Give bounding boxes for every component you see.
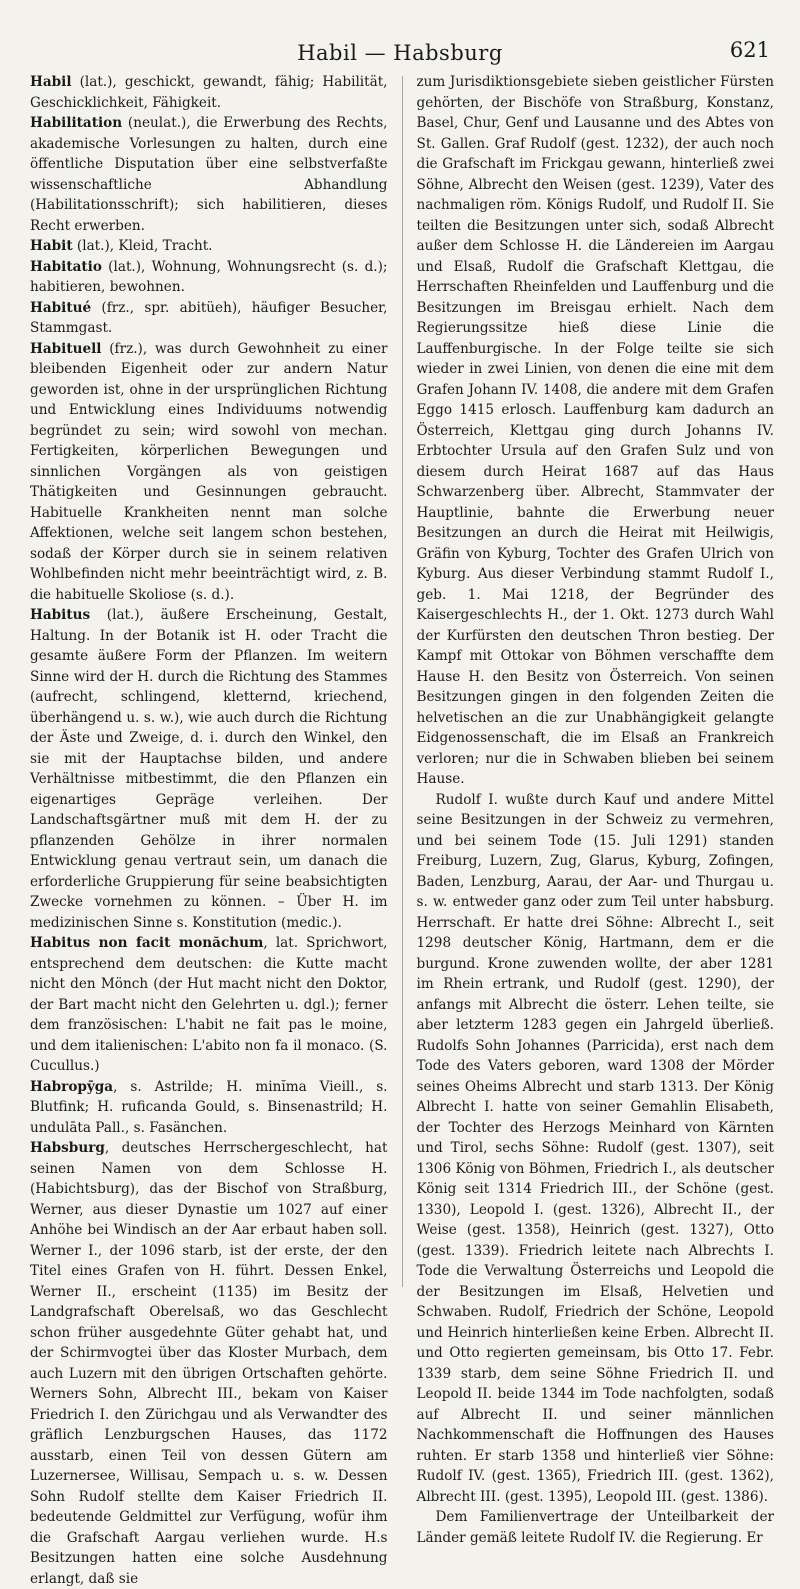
entry-headword: Habitué bbox=[30, 299, 92, 316]
entry-headword: Habropȳga bbox=[30, 1078, 114, 1095]
dictionary-entry bbox=[417, 1507, 775, 1548]
entry-headword: Habilitation bbox=[30, 115, 123, 131]
entry-headword: Habil bbox=[30, 74, 72, 90]
entry-text: (frz., spr. abitüeh), häufiger Besucher, Stammgast. bbox=[30, 299, 388, 336]
entry-text: (lat.), geschickt, gewandt, fähig; Habilität, Geschicklichkeit, Fähigkeit. bbox=[30, 74, 388, 111]
entry-text: (neulat.), die Erwerbung des Rechts, akademische Vorlesungen zu halten, durch eine öffentliche Disputation über eine selbstverfaßte wissenschaftliche Abhandlung (Habilitationsschrift); sich habilitieren, dieses Recht erwerben. bbox=[30, 115, 388, 234]
dictionary-entry bbox=[30, 339, 388, 606]
entry-text: (lat.), Wohnung, Wohnungsrecht (s. d.); habitieren, bewohnen. bbox=[30, 258, 388, 295]
dictionary-entry bbox=[30, 298, 388, 339]
text-columns bbox=[30, 72, 774, 1587]
entry-headword: Habsburg bbox=[30, 1140, 105, 1156]
running-title: Habil — Habsburg bbox=[297, 41, 503, 65]
dictionary-entry bbox=[30, 72, 388, 113]
entry-text: (lat.), Kleid, Tracht. bbox=[72, 238, 213, 254]
dictionary-entry bbox=[30, 1138, 388, 1589]
entry-text: (lat.), äußere Erscheinung, Gestalt, Haltung. In der Botanik ist H. oder Tracht die gesamte äußere Form der Pflanzen. Im weitern Sinne wird der H. durch die Richtung des Stammes (aufrecht, schlingend, kletternd, kriechend, überhängend u. s. w.), wie auch durch die Richtung der Äste und Zweige, d. i. durch den Winkel, den sie mit der Hauptachse bilden, und andere Verhältnisse mitbestimmt, die den Pflanzen ein eigenartiges Gepräge verleihen. Der Landschaftsgärtner muß mit dem H. der zu pflanzenden Gehölze in ihrer normalen Entwicklung genau vertraut sein, um danach die erforderliche Gruppierung für seine beabsichtigten Zwecke vornehmen zu können. – Über H. im medizinischen Sinne s. Konstitution (medic.). bbox=[30, 607, 388, 931]
left-column bbox=[30, 72, 388, 1587]
entry-headword: Habitus bbox=[30, 607, 91, 623]
entry-text: , lat. Sprichwort, entsprechend dem deutschen: die Kutte macht nicht den Mönch (der Hut macht nicht den Doktor, der Bart macht nicht den Gelehrten u. dgl.); ferner dem französischen: L'habit ne fait pas le moine, und dem italienischen: L'abito non fa il monaco. (S. Cucullus.) bbox=[30, 935, 388, 1074]
entry-headword: Habituell bbox=[30, 340, 102, 357]
entry-text: (frz.), was durch Gewohnheit zu einer bleibenden Eigenheit oder zur andern Natur geworden ist, ohne in der ursprünglichen Richtung und Entwicklung eines Individuums notwendig begründet zu sein; wird sowohl von mechan. Fertigkeiten, körperlichen Bewegungen und sinnlichen Vorgängen als von geistigen Thätigkeiten und Gesinnungen gebraucht. Habituelle Krankheiten nennt man solche Affektionen, welche seit langem schon bestehen, sodaß der Körper durch sie in seinem relativen Wohlbefinden nicht mehr beeinträchtigt wird, z. B. die habituelle Skoliose (s. d.). bbox=[30, 340, 388, 603]
dictionary-entry bbox=[417, 790, 775, 1508]
entry-text: zum Jurisdiktionsgebiete sieben geistlicher Fürsten gehörten, der Bischöfe von Straßburg, Konstanz, Basel, Chur, Genf und Lausanne und des Abtes von St. Gallen. Graf Rudolf (gest. 1232), der auch noch die Grafschaft im Frickgau gewann, hinterließ zwei Söhne, Albrecht den Weisen (gest. 1239), Vater des nachmaligen röm. Königs Rudolf, und Rudolf II. Sie teilten die Besitzungen unter sich, sodaß Albrecht außer dem Schlosse H. die Ländereien im Aargau und Elsaß, Rudolf die Grafschaft Klettgau, die Herrschaften Rheinfelden und Lauffenburg und die Besitzungen im Breisgau erhielt. Nach dem Regierungssitze hieß diese Linie die Lauffenburgische. In der Folge teilte sie sich wieder in zwei Linien, von denen die eine mit dem Grafen Johann IV. 1408, die andere mit dem Grafen Eggo 1415 erlosch. Lauffenburg kam dadurch an Österreich, Klettgau ging durch Johanns IV. Erbtochter Ursula auf den Grafen Sulz und von diesem durch Heirat 1687 auf das Haus Schwarzenberg über. Albrecht, Stammvater der Hauptlinie, bahnte die Erwerbung neuer Besitzungen an durch die Heirat mit Heilwigis, Gräfin von Kyburg, Tochter des Grafen Ulrich von Kyburg. Aus dieser Verbindung stammt Rudolf I., geb. 1. Mai 1218, der Begründer des Kaisergeschlechts H., der 1. Okt. 1273 durch Wahl der Kurfürsten den deutschen Thron bestieg. Der Kampf mit Ottokar von Böhmen verschaffte dem Hause H. den Besitz von Österreich. Von seinen Besitzungen gingen in den folgenden Zeiten die helvetischen an die zur Unabhängigkeit gelangte Eidgenossenschaft, die im Elsaß an Frankreich verloren; nur die in Schwaben blieben bei seinem Hause. bbox=[416, 74, 774, 787]
entry-text: , deutsches Herrschergeschlecht, hat seinen Namen von dem Schlosse H. (Habichtsburg), das der Bischof von Straßburg, Werner, aus dieser Dynastie um 1027 auf einer Anhöhe bei Windisch an der Aar erbaut haben soll. Werner I., der 1096 starb, ist der erste, der den Titel eines Grafen von H. führt. Dessen Enkel, Werner II., erscheint (1135) im Besitz der Landgrafschaft Oberelsaß, wo das Geschlecht schon früher ausgedehnte Güter gehabt hat, und der Schirmvogtei über das Kloster Murbach, dem auch Luzern mit den übrigen Ortschaften gehörte. Werners Sohn, Albrecht III., bekam von Kaiser Friedrich I. den Zürichgau und als Verwandter des gräflich Lenzburgschen Hauses, das 1172 ausstarb, einen Teil von dessen Gütern am Luzernersee, Willisau, Sempach u. s. w. Dessen Sohn Rudolf stellte dem Kaiser Friedrich II. bedeutende Geldmittel zur Verfügung, wofür ihm die Grafschaft Aargau verliehen wurde. H.s Besitzungen hatten eine solche Ausdehnung erlangt, daß sie bbox=[30, 1140, 388, 1587]
entry-text: , s. Astrilde; H. minĭma Vieill., s. Blutfink; H. ruficanda Gould, s. Binsenastrild; H. undulāta Pall., s. Fasänchen. bbox=[30, 1078, 388, 1136]
dictionary-entry bbox=[30, 236, 388, 257]
dictionary-entry bbox=[30, 113, 388, 236]
dictionary-entry bbox=[30, 933, 388, 1077]
running-head bbox=[30, 38, 770, 68]
dictionary-entry bbox=[30, 605, 388, 933]
dictionary-entry bbox=[30, 257, 388, 298]
entry-headword: Habit bbox=[30, 238, 73, 254]
dictionary-entry bbox=[417, 72, 775, 790]
entry-headword: Habitus non facit monăchum bbox=[30, 935, 264, 951]
page-number: 621 bbox=[729, 38, 770, 62]
right-column bbox=[416, 72, 775, 1546]
entry-text: Rudolf I. wußte durch Kauf und andere Mittel seine Besitzungen in der Schweiz zu vermehren, und bei seinem Tode (15. Juli 1291) standen Freiburg, Luzern, Zug, Glarus, Kyburg, Zofingen, Baden, Lenzburg, Aarau, der Aar- und Thurgau u. s. w. entweder ganz oder zum Teil unter habsburg. Herrschaft. Er hatte drei Söhne: Albrecht I., seit 1298 deutscher König, Hartmann, dem er die burgund. Krone zuwenden wollte, der aber 1281 im Rhein ertrank, und Rudolf (gest. 1290), der anfangs mit Albrecht die österr. Lehen teilte, sie aber letzterm 1283 gegen ein Jahrgeld überließ. Rudolfs Sohn Johannes (Parricida), erst nach dem Tode des Vaters geboren, ward 1308 der Mörder seines Oheims Albrecht und starb 1313. Der König Albrecht I. hatte von seiner Gemahlin Elisabeth, der Tochter des Herzogs Meinhard von Kärnten und Tirol, sechs Söhne: Rudolf (gest. 1307), seit 1306 König von Böhmen, Friedrich I., als deutscher König seit 1314 Friedrich III., der Schöne (gest. 1330), Leopold I. (gest. 1326), Albrecht II., der Weise (gest. 1358), Heinrich (gest. 1327), Otto (gest. 1339). Friedrich leitete nach Albrechts I. Tode die Verwaltung Österreichs und Leopold die der Besitzungen im Elsaß, Helvetien und Schwaben. Rudolf, Friedrich der Schöne, Leopold und Heinrich hinterließen keine Erben. Albrecht II. und Otto regierten gemeinsam, bis Otto 17. Febr. 1339 starb, dem seine Söhne Friedrich II. und Leopold II. beide 1344 im Tode nachfolgten, sodaß auf Albrecht II. und seiner männlichen Nachkommenschaft die Hoffnungen des Hauses ruhten. Er starb 1358 und hinterließ vier Söhne: Rudolf IV. (gest. 1365), Friedrich III. (gest. 1362), Albrecht III. (gest. 1395), Leopold III. (gest. 1386). bbox=[416, 791, 774, 1505]
dictionary-entry bbox=[30, 1077, 388, 1139]
entry-text: Dem Familienvertrage der Unteilbarkeit der Länder gemäß leitete Rudolf IV. die Regierung. Er bbox=[416, 1509, 774, 1546]
column-divider bbox=[402, 76, 403, 1287]
entry-headword: Habitatio bbox=[30, 258, 102, 275]
